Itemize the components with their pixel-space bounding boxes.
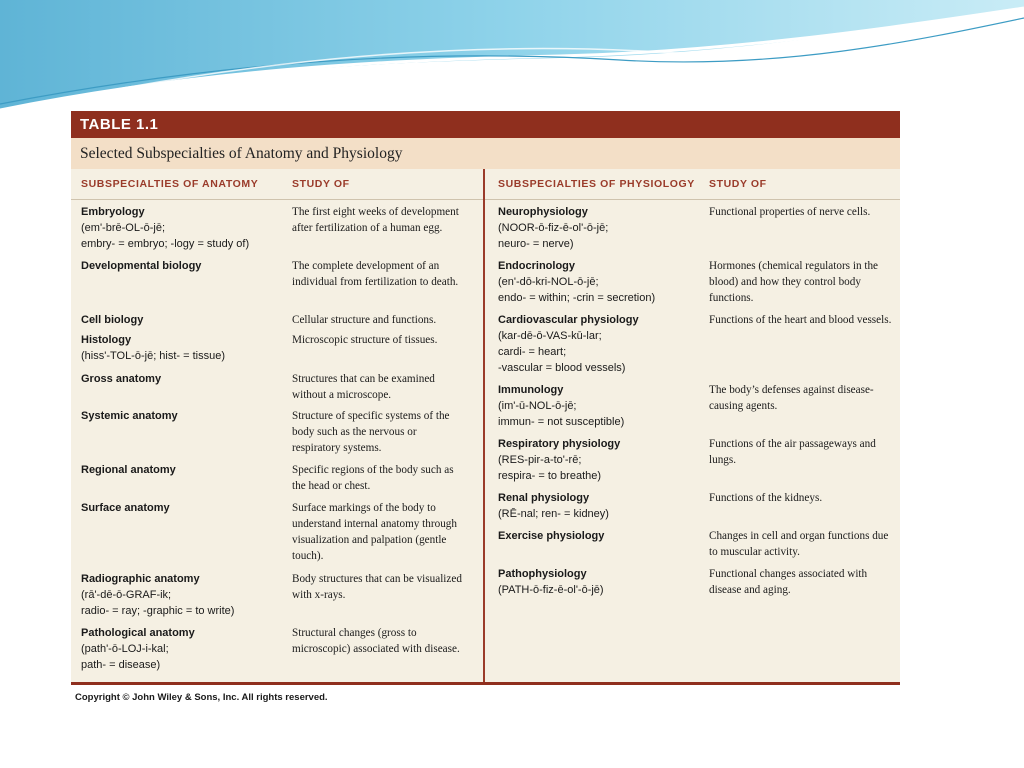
anatomy-row-name [81, 408, 178, 424]
physiology-etymology-line: (im'-ū-NOL-ō-jē; [498, 400, 577, 412]
physiology-subspecialty-name: Respiratory physiology [498, 438, 621, 450]
anatomy-row-name [81, 625, 195, 673]
physiology-row-name [498, 258, 655, 306]
table-figure [71, 111, 900, 709]
anatomy-row-name [81, 312, 143, 328]
anatomy-study-of: Body structures that can be visualized with x-rays. [292, 573, 462, 601]
physiology-etymology-line: (RES-pir-a-to'-rē; [498, 454, 582, 466]
anatomy-study-of: Structure of specific systems of the body such as the nervous or respiratory systems. [292, 410, 450, 454]
anatomy-row-name [81, 332, 225, 364]
column-divider [483, 169, 485, 682]
anatomy-row-name [81, 258, 201, 274]
anatomy-study-of: Structures that can be examined without a microscope. [292, 373, 435, 401]
decorative-wave-banner [0, 0, 1024, 120]
anatomy-etymology-line: (hiss'-TOL-ō-jē; hist- = tissue) [81, 350, 226, 362]
anatomy-study-of: Specific regions of the body such as the head or chest. [292, 464, 454, 492]
header-study-of-right: STUDY OF [709, 178, 767, 190]
physiology-study-of: Functions of the kidneys. [709, 492, 823, 504]
anatomy-etymology-line: radio- = ray; -graphic = to write) [81, 605, 235, 617]
anatomy-subspecialty-name: Systemic anatomy [81, 410, 178, 422]
anatomy-study-of: The first eight weeks of development after fertilization of a human egg. [292, 206, 459, 234]
anatomy-row-name [81, 500, 170, 516]
table-title: TABLE 1.1 [71, 111, 900, 138]
physiology-study-of: Functions of the heart and blood vessels. [709, 314, 892, 326]
physiology-study-of: Changes in cell and organ functions due to muscular activity. [709, 530, 889, 558]
physiology-row-name [498, 436, 620, 484]
physiology-row-name [498, 566, 604, 598]
physiology-etymology-line: neuro- = nerve) [498, 238, 574, 250]
physiology-row-name [498, 528, 604, 544]
physiology-etymology-line: (NOOR-ō-fiz-ē-ol'-ō-jē; [498, 222, 609, 234]
anatomy-subspecialty-name: Embryology [81, 206, 145, 218]
physiology-subspecialty-name: Cardiovascular physiology [498, 314, 639, 326]
physiology-study-of: Functional changes associated with disease and aging. [709, 568, 868, 596]
anatomy-subspecialty-name: Regional anatomy [81, 464, 176, 476]
physiology-etymology-line: endo- = within; -crin = secretion) [498, 292, 656, 304]
anatomy-etymology-line: (em'-brē-OL-ō-jē; [81, 222, 166, 234]
physiology-study-of: Functions of the air passageways and lungs. [709, 438, 876, 466]
physiology-etymology-line: (PATH-ō-fiz-ē-ol'-ō-jē) [498, 584, 604, 596]
physiology-etymology-line: respira- = to breathe) [498, 470, 602, 482]
physiology-study-of: Hormones (chemical regulators in the blood) and how they control body functions. [709, 260, 878, 304]
physiology-etymology-line: -vascular = blood vessels) [498, 362, 626, 374]
anatomy-subspecialty-name: Radiographic anatomy [81, 573, 200, 585]
physiology-etymology-line: (en'-dō-kri-NOL-ō-jē; [498, 276, 599, 288]
physiology-subspecialty-name: Pathophysiology [498, 568, 587, 580]
anatomy-study-of: Surface markings of the body to understand internal anatomy through visualization and palpation (gentle touch). [292, 502, 457, 562]
physiology-row-name [498, 204, 608, 252]
anatomy-subspecialty-name: Cell biology [81, 314, 144, 326]
anatomy-study-of: Structural changes (gross to microscopic) associated with disease. [292, 627, 460, 655]
anatomy-etymology-line: (rā'-dē-ō-GRAF-ik; [81, 589, 172, 601]
anatomy-row-name [81, 204, 249, 252]
anatomy-subspecialty-name: Pathological anatomy [81, 627, 195, 639]
anatomy-row-name [81, 571, 234, 619]
anatomy-study-of: Microscopic structure of tissues. [292, 334, 438, 346]
anatomy-row-name [81, 462, 176, 478]
physiology-row-name [498, 382, 624, 430]
anatomy-subspecialty-name: Surface anatomy [81, 502, 170, 514]
physiology-etymology-line: immun- = not susceptible) [498, 416, 625, 428]
physiology-row-name [498, 312, 639, 376]
physiology-etymology-line: (RĒ-nal; ren- = kidney) [498, 508, 609, 520]
physiology-subspecialty-name: Endocrinology [498, 260, 575, 272]
table-subtitle: Selected Subspecialties of Anatomy and Physiology [71, 138, 900, 169]
header-study-of-left: STUDY OF [292, 178, 350, 190]
copyright-notice: Copyright © John Wiley & Sons, Inc. All rights reserved. [75, 692, 328, 703]
header-physiology: SUBSPECIALTIES OF PHYSIOLOGY [498, 178, 695, 190]
column-header-row [71, 169, 900, 200]
physiology-subspecialty-name: Renal physiology [498, 492, 590, 504]
anatomy-subspecialty-name: Developmental biology [81, 260, 202, 272]
physiology-subspecialty-name: Neurophysiology [498, 206, 588, 218]
physiology-study-of: The body’s defenses against disease-causing agents. [709, 384, 874, 412]
anatomy-study-of: Cellular structure and functions. [292, 314, 437, 326]
physiology-subspecialty-name: Immunology [498, 384, 564, 396]
header-anatomy: SUBSPECIALTIES OF ANATOMY [81, 178, 259, 190]
anatomy-row-name [81, 371, 161, 387]
anatomy-etymology-line: path- = disease) [81, 659, 161, 671]
table-body [71, 169, 900, 682]
physiology-etymology-line: cardi- = heart; [498, 346, 567, 358]
anatomy-etymology-line: (path'-ō-LOJ-i-kal; [81, 643, 169, 655]
anatomy-etymology-line: embry- = embryo; -logy = study of) [81, 238, 250, 250]
bottom-rule [71, 682, 900, 685]
physiology-study-of: Functional properties of nerve cells. [709, 206, 871, 218]
anatomy-subspecialty-name: Gross anatomy [81, 373, 162, 385]
physiology-subspecialty-name: Exercise physiology [498, 530, 605, 542]
physiology-row-name [498, 490, 609, 522]
physiology-etymology-line: (kar-dē-ō-VAS-kū-lar; [498, 330, 602, 342]
anatomy-subspecialty-name: Histology [81, 334, 132, 346]
anatomy-study-of: The complete development of an individual from fertilization to death. [292, 260, 459, 288]
